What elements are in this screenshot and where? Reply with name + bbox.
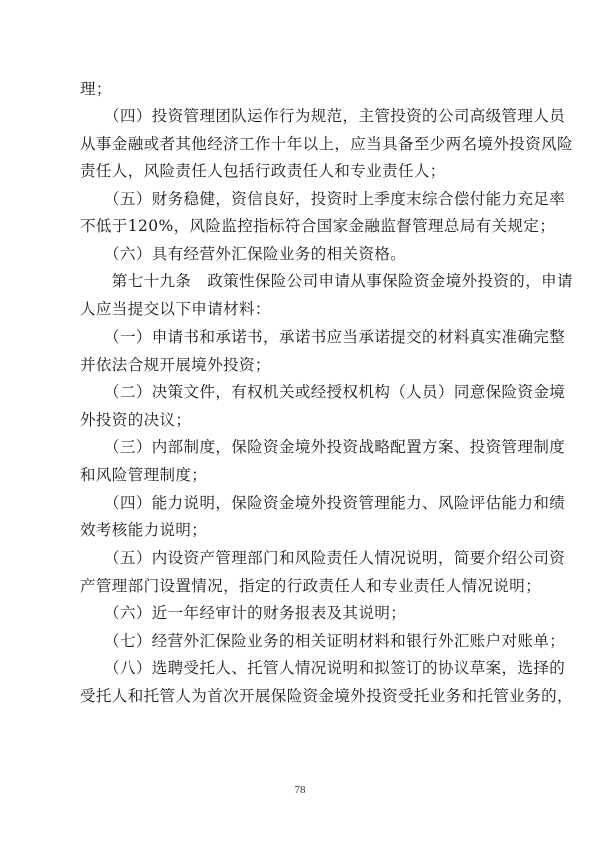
page-number: 78 — [294, 784, 306, 796]
text-line: 理； — [80, 80, 112, 98]
text-line: 不低于120%，风险监控指标符合国家金融监督管理总局有关规定； — [80, 217, 556, 235]
text-line: （四）能力说明，保险资金境外投资管理能力、风险评估能力和绩 — [80, 494, 566, 512]
text-line: 产管理部门设置情况，指定的行政责任人和专业责任人情况说明； — [80, 577, 542, 595]
text-line: 并依法合规开展境外投资； — [80, 356, 271, 374]
text-line: （六）具有经营外汇保险业务的相关资格。 — [80, 245, 407, 263]
text-line: （五）内设资产管理部门和风险责任人情况说明，简要介绍公司资 — [80, 549, 566, 567]
text-line: （四）投资管理团队运作行为规范，主管投资的公司高级管理人员 — [80, 107, 566, 125]
text-line: （七）经营外汇保险业务的相关证明材料和银行外汇账户对账单； — [80, 632, 566, 650]
text-line: 责任人，风险责任人包括行政责任人和专业责任人； — [80, 162, 446, 180]
text-line: 效考核能力说明； — [80, 521, 208, 539]
text-line: （五）财务稳健，资信良好，投资时上季度末综合偿付能力充足率 — [80, 190, 566, 208]
text-line: 从事金融或者其他经济工作十年以上，应当具备至少两名境外投资风险 — [80, 135, 573, 153]
text-line: （八）选聘受托人、托管人情况说明和拟签订的协议草案，选择的 — [80, 659, 566, 677]
text-line: 人应当提交以下申请材料： — [80, 300, 271, 318]
text-line: 和风险管理制度； — [80, 466, 208, 484]
text-line: （三）内部制度，保险资金境外投资战略配置方案、投资管理制度 — [80, 438, 566, 456]
text-line: 受托人和托管人为首次开展保险资金境外投资受托业务和托管业务的， — [80, 687, 573, 705]
text-line: （一）申请书和承诺书，承诺书应当承诺提交的材料真实准确完整 — [80, 328, 566, 346]
text-line: （二）决策文件，有权机关或经授权机构（人员）同意保险资金境 — [80, 383, 566, 401]
article-heading-line: 第七十九条 政策性保险公司申请从事保险资金境外投资的，申请 — [80, 272, 573, 290]
text-line: 外投资的决议； — [80, 411, 192, 429]
text-line: （六）近一年经审计的财务报表及其说明； — [80, 604, 407, 622]
